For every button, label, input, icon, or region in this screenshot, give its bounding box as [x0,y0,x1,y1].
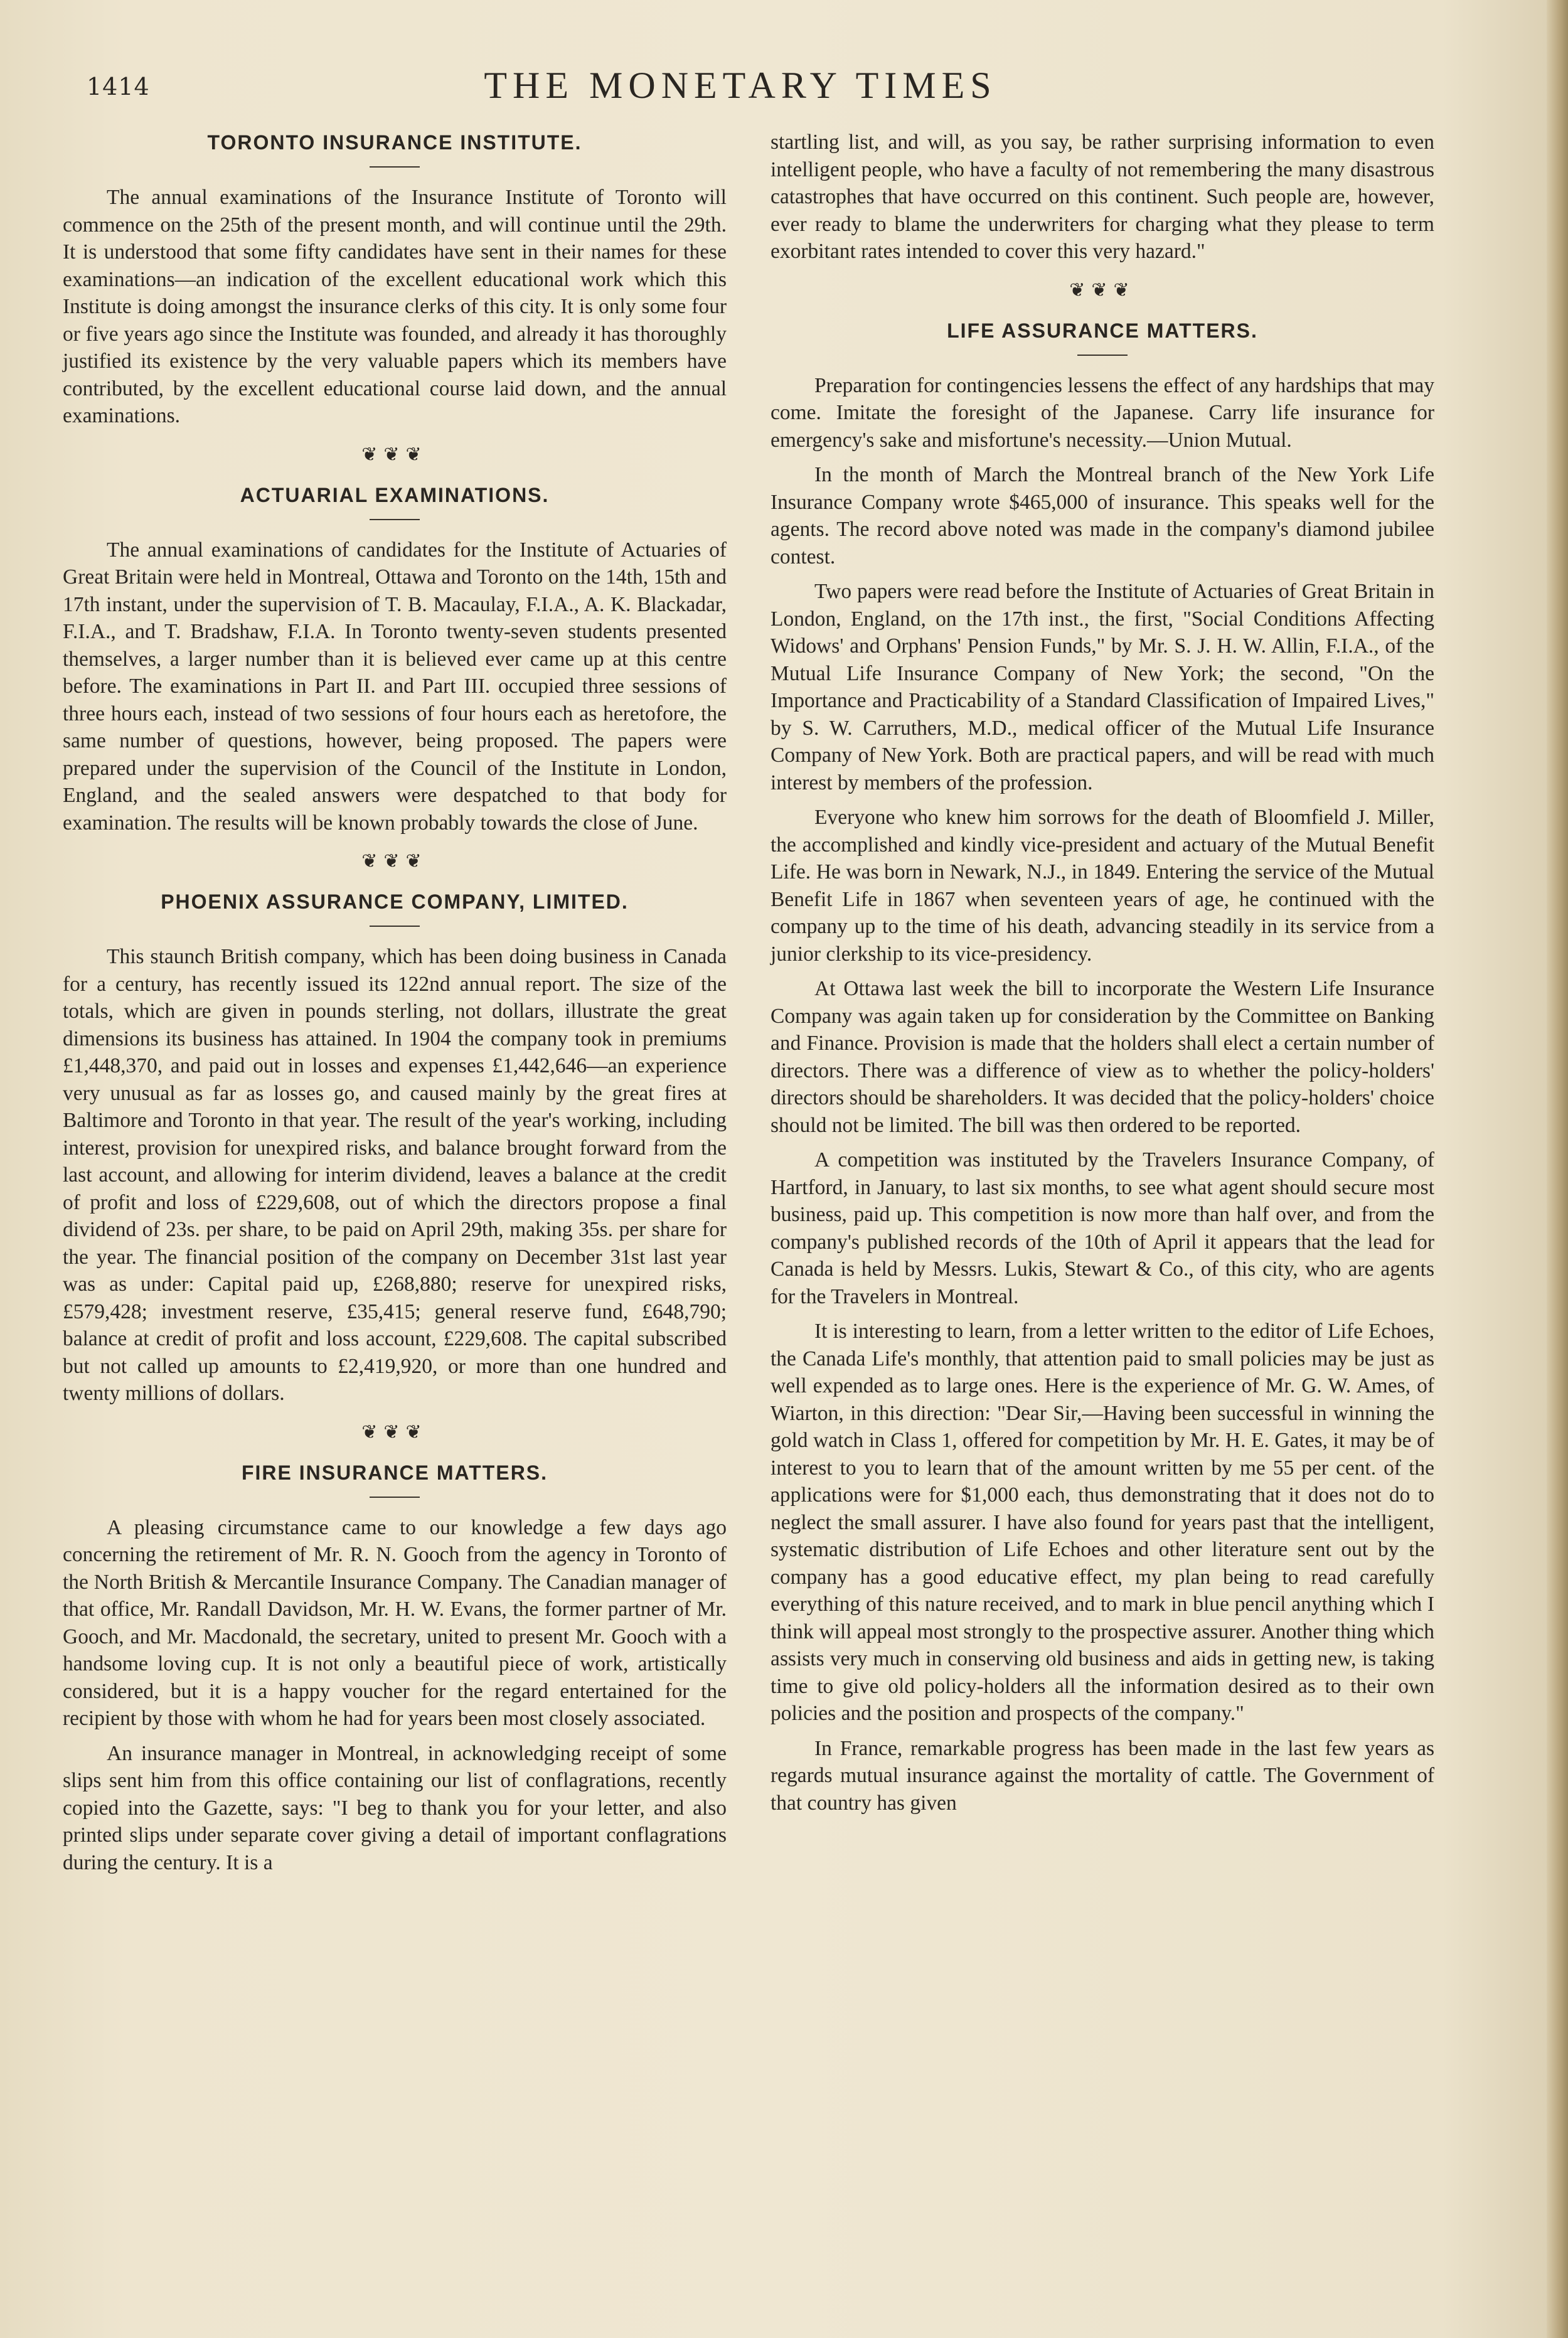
section-ornament: ❦❦❦ [361,1421,428,1443]
article-paragraph: It is interesting to learn, from a letter written to the editor of Life Echoes, the Canada Life's monthly, that attention paid to small policies may be just as well expended as to large ones. Here is the experience of Mr. G. W. Ames, of Wiarton, in this direction: "Dear Sir,—Having been successful in winning the gold watch in Class 1, offered for competition by Mr. H. E. Gates, it may be of interest to you to learn that of the amount written by me 55 per cent. of the applications were for $1,000 each, thus demonstrating that it does not do to neglect the small assurer. I have also found for years past that the intelligent, systematic distribution of Life Echoes and other literature sent out by the company has a good educative effect, my plan being to read carefully everything of this nature received, and to mark in blue pencil anything which I think will appeal most strongly to the prospective assurer. Another thing which assists very much in conserving old business and aids in getting new, is taking time to give old policy-holders all the information desired as to their own policies and the position and prospects of the company." [771,1320,1434,1725]
article-paragraph: This staunch British company, which has been doing business in Canada for a century, has recently issued its 122nd annual report. The size of the totals, which are given in pounds sterling, not dollars, illustrate the great dimensions its business has attained. In 1904 the company took in premiums £1,448,370, and paid out in losses and expenses £1,442,646—an experience very unusual as far as losses go, and caused mainly by the great fires at Baltimore and Toronto in that year. The result of the year's working, including interest, provision for unexpired risks, and balance brought forward from the last account, and allowing for interim dividend, leaves a balance at the credit of profit and loss of £229,608, out of which the directors propose a final dividend of 23s. per share, to be paid on April 29th, making 35s. per share for the year. The financial position of the company on December 31st last year was as under: Capital paid up, £268,880; reserve for unexpired risks, £579,428; investment reserve, £35,415; general reserve fund, £648,790; balance at credit of profit and loss account, £229,608. The capital subscribed but not called up amounts to £2,419,920, or more than one hundred and twenty millions of dollars. [63,945,727,1405]
right-column [771,129,1434,1824]
article-paragraph: In the month of March the Montreal branch of the New York Life Insurance Company wrote $465,000 of insurance. This speaks well for the agents. The record above noted was made in the company's diamond jubilee contest. [771,463,1434,568]
heading-rule [370,926,420,927]
section-ornament: ❦❦❦ [361,851,428,872]
article-paragraph: An insurance manager in Montreal, in acknowledging receipt of some slips sent him from this office containing our list of conflagrations, recently copied into the Gazette, says: "I beg to thank you for your letter, and also printed slips under separate cover giving a detail of important conflagrations during the century. It is a [63,1741,727,1874]
article-paragraph: At Ottawa last week the bill to incorporate the Western Life Insurance Company was again taken up for consideration by the Committee on Banking and Finance. Provision is made that the holders shall elect a certain number of directors. There was a difference of view as to whether the policy-holders' directors should be shareholders. It was decided that the policy-holders' choice should not be limited. The bill was then ordered to be reported. [771,977,1434,1137]
left-column [63,129,727,1884]
article-heading: PHOENIX ASSURANCE COMPANY, LIMITED. [161,890,629,913]
continued-paragraph: startling list, and will, as you say, be rather surprising information to even intelligent people, who have a faculty of not remembering the many disastrous catastrophes that have occurred on this continent. Such people are, however, ever ready to blame the underwriters for charging what they please to term exorbitant rates intended to cover this very hazard." [771,131,1434,263]
article-actuarial-examinations [63,481,727,837]
article-toronto-insurance-institute [63,129,727,430]
article-heading: TORONTO INSURANCE INSTITUTE. [207,131,582,154]
heading-rule [370,166,420,168]
article-paragraph: The annual examinations of candidates for the Institute of Actuaries of Great Britain were held in Montreal, Ottawa and Toronto on the 14th, 15th and 17th instant, under the supervision of T. B. Macaulay, F.I.A., A. K. Blackadar, F.I.A., and T. Bradshaw, F.I.A. In Toronto twenty-seven students presented themselves, a larger number than it is believed ever came up at this centre before. The examinations in Part II. and Part III. occupied three sessions of three hours each, instead of two sessions of four hours each as heretofore, the same number of questions, however, being proposed. The papers were prepared under the supervision of the Council of the Institute in London, England, and the sealed answers were despatched to that body for examination. The results will be known probably towards the close of June. [63,538,727,835]
article-paragraph: The annual examinations of the Insurance Institute of Toronto will commence on the 25th of the present month, and will continue until the 29th. It is understood that some fifty candidates have sent in their names for these examinations—an indication of the excellent educational work which this Institute is doing amongst the insurance clerks of this city. It is only some four or five years ago since the Institute was founded, and already it has thoroughly justified its existence by the very valuable papers which its members have contributed, by the excellent educational course laid down, and the annual examinations. [63,186,727,427]
article-paragraph: Two papers were read before the Institute of Actuaries of Great Britain in London, England, on the 17th inst., the first, "Social Conditions Affecting Widows' and Orphans' Pension Funds," by Mr. S. J. H. W. Allin, F.I.A., of the Mutual Life Insurance Company of New York; the second, "On the Importance and Practicability of a Standard Classification of Impaired Lives," by S. W. Carruthers, M.D., medical officer of the Mutual Life Insurance Company of New York. Both are practical papers, and will be read with much interest by members of the profession. [771,580,1434,794]
page-number: 1414 [87,73,150,100]
article-heading: FIRE INSURANCE MATTERS. [241,1461,548,1484]
article-paragraph: In France, remarkable progress has been made in the last few years as regards mutual insurance against the mortality of cattle. The Government of that country has given [771,1736,1434,1815]
article-fire-insurance-matters [63,1459,727,1877]
heading-rule [370,519,420,520]
section-ornament: ❦❦❦ [1069,279,1136,301]
article-paragraph: A competition was instituted by the Travelers Insurance Company, of Hartford, in January, to last six months, to see what agent should secure most business, paid up. This competition is now more than half over, and from the company's published records of the 10th of April it appears that the lead for Canada is held by Messrs. Lukis, Stewart & Co., of this city, who are agents for the Travelers in Montreal. [771,1148,1434,1308]
article-paragraph: Everyone who knew him sorrows for the death of Bloomfield J. Miller, the accomplished and kindly vice-president and actuary of the Mutual Benefit Life. He was born in Newark, N.J., in 1849. Entering the service of the Mutual Benefit Life in 1867 when seventeen years of age, he continued with the company up to the time of his death, advancing steadily in its service from a junior clerkship to its vice-presidency. [771,806,1434,966]
article-life-assurance-matters [771,317,1434,1817]
page-edge [1547,0,1568,2338]
heading-rule [370,1497,420,1498]
page-header [0,64,1568,114]
article-phoenix-assurance [63,888,727,1407]
article-heading: LIFE ASSURANCE MATTERS. [947,319,1258,342]
heading-rule [1077,355,1128,356]
article-heading: ACTUARIAL EXAMINATIONS. [240,483,550,506]
section-ornament: ❦❦❦ [361,444,428,465]
masthead-title: THE MONETARY TIMES [484,65,997,106]
article-paragraph: A pleasing circumstance came to our knowledge a few days ago concerning the retirement of Mr. R. N. Gooch from the agency in Toronto of the North British & Mercantile Insurance Company. The Canadian manager of that office, Mr. Randall Davidson, Mr. H. W. Evans, the former partner of Mr. Gooch, and Mr. Macdonald, the secretary, united to present Mr. Gooch with a handsome loving cup. It is not only a beautiful piece of work, artistically considered, but it is a happy voucher for the regard entertained for the recipient by those with whom he had for years been most closely associated. [63,1515,727,1730]
article-paragraph: Preparation for contingencies lessens the effect of any hardships that may come. Imitate the foresight of the Japanese. Carry life insurance for emergency's sake and misfortune's necessity.—Union Mutual. [771,373,1434,452]
